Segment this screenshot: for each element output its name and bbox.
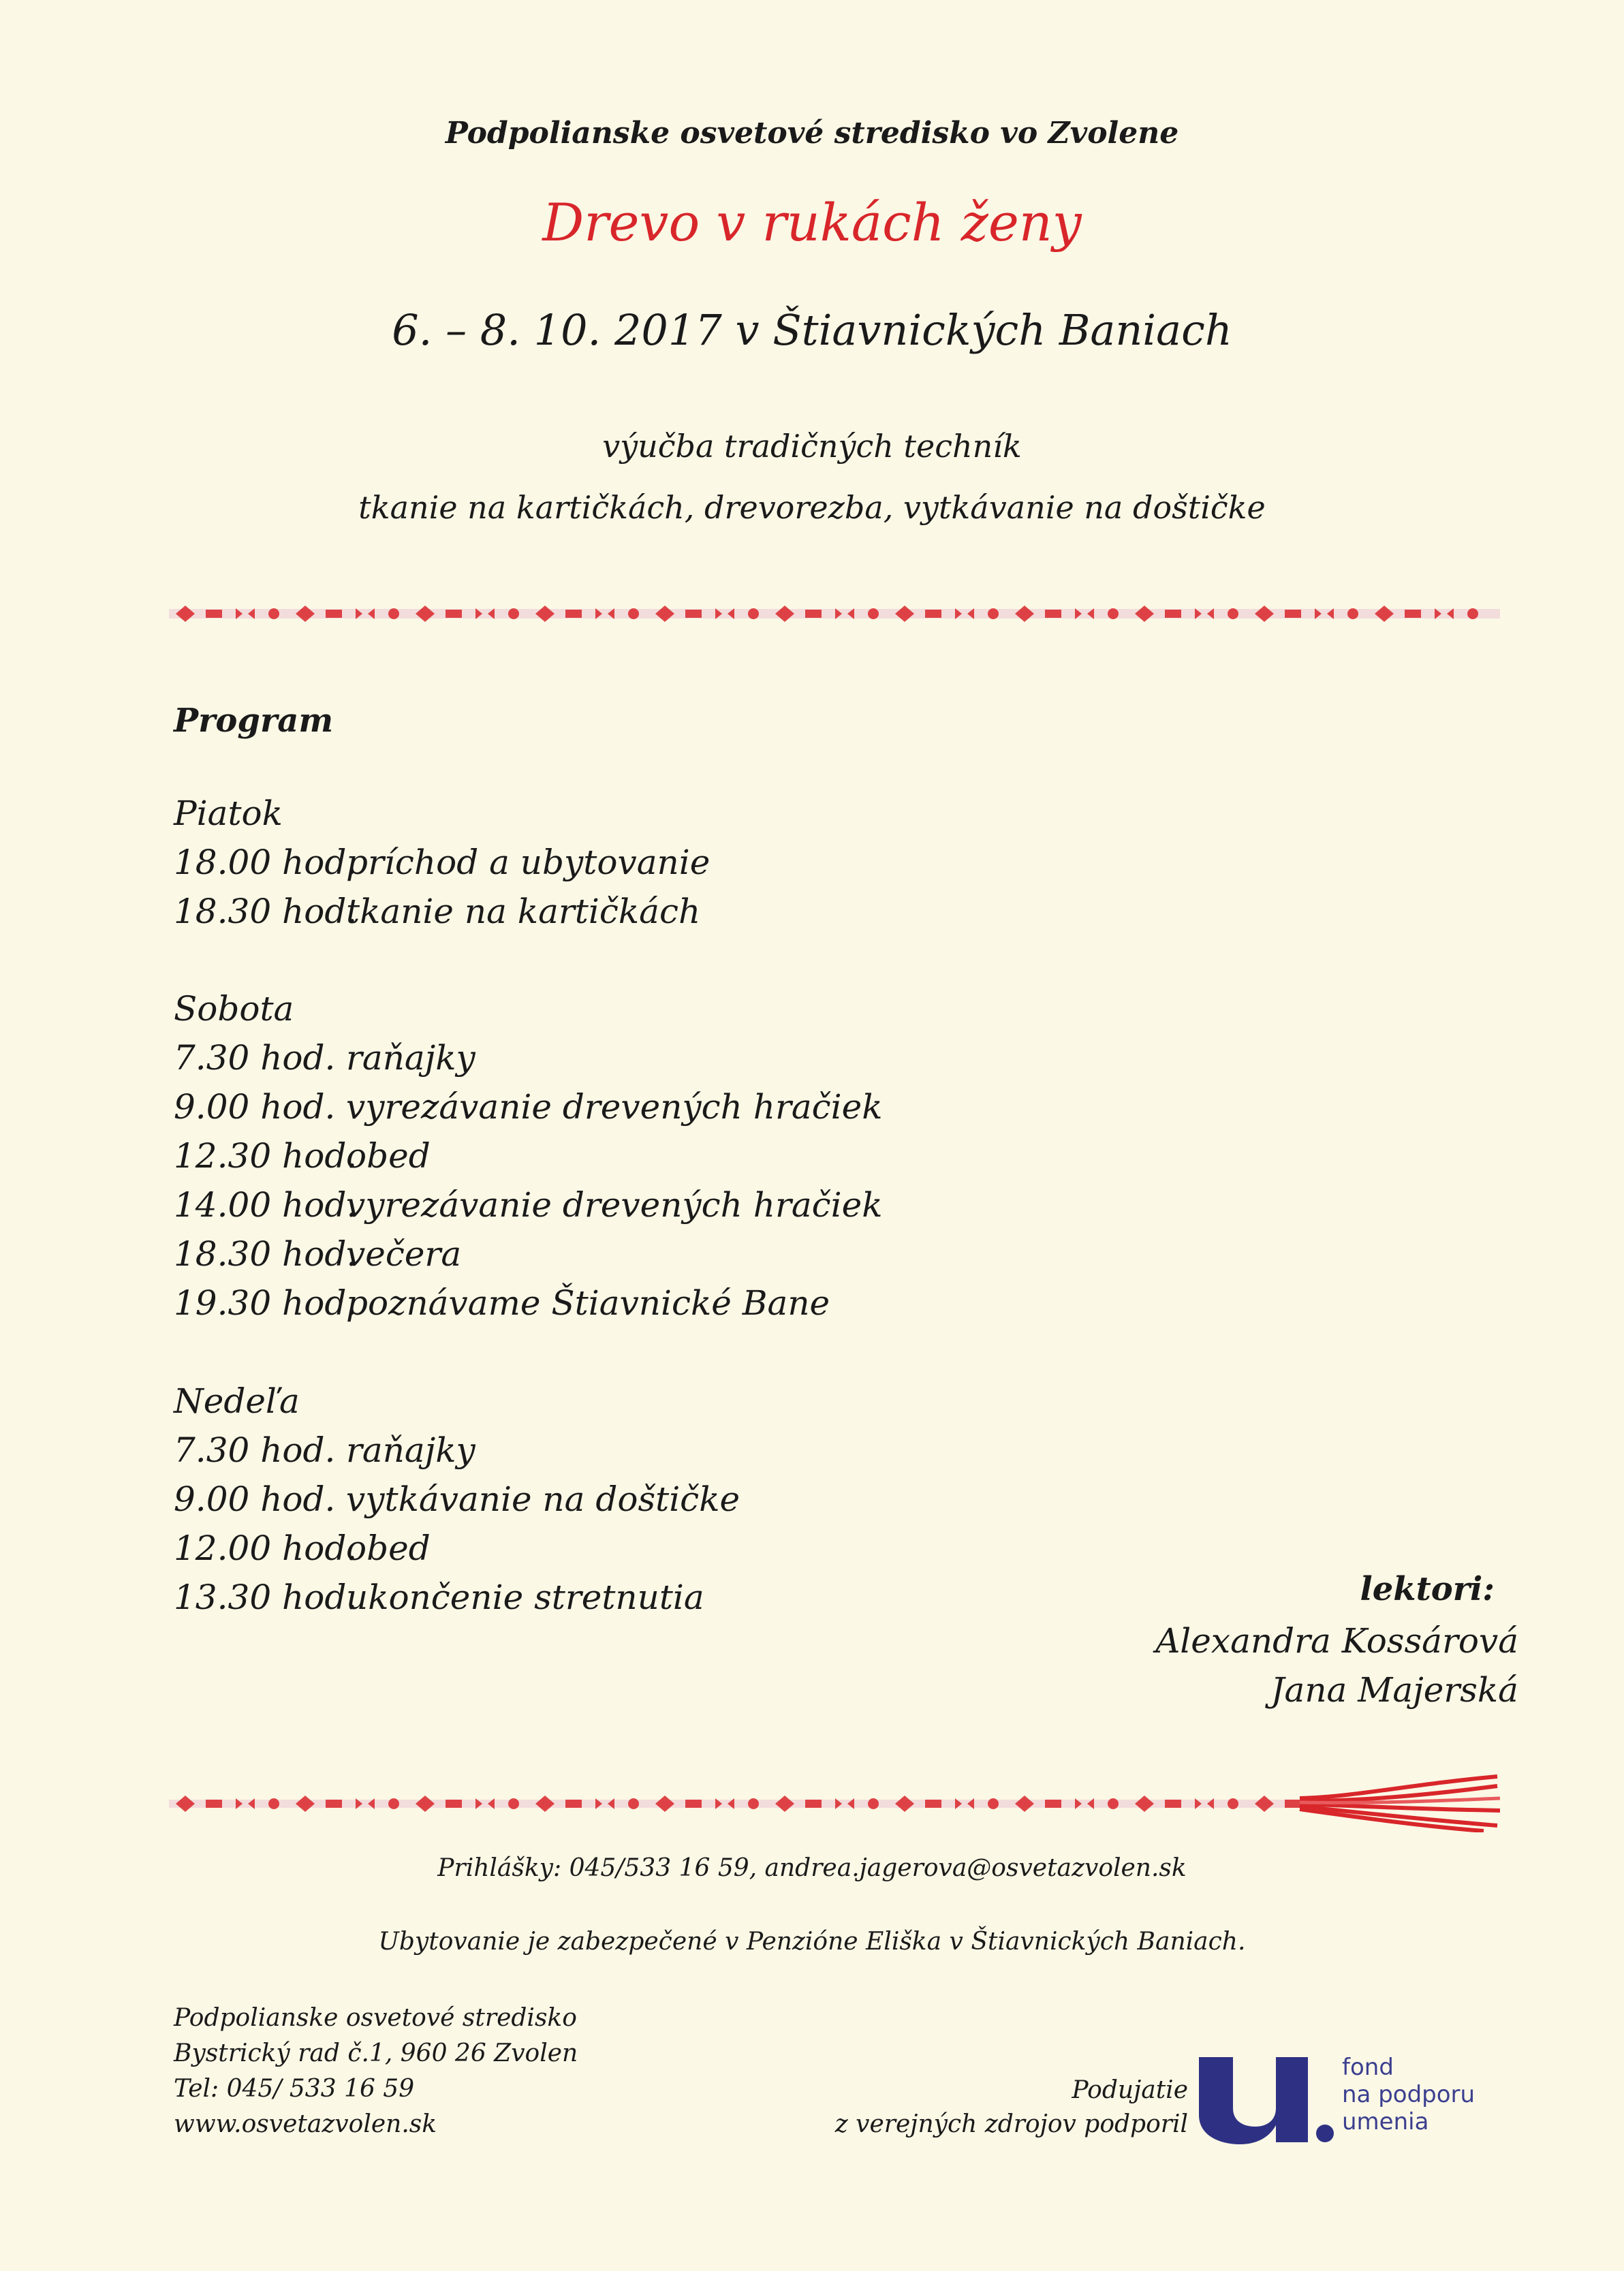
woven-motif [1165, 610, 1181, 618]
woven-motif [268, 608, 279, 619]
schedule-time: 7.30 hod. [174, 1430, 336, 1470]
schedule-time: 18.00 hod. [174, 843, 358, 882]
woven-motif [775, 1796, 794, 1812]
woven-motif [535, 1796, 555, 1812]
woven-motif [895, 1796, 914, 1812]
schedule-row [174, 1234, 461, 1274]
day-name-sunday: Nedeľa [174, 1381, 300, 1421]
lecturers-label: lektori: [1360, 1570, 1495, 1608]
schedule-row [174, 1038, 475, 1078]
woven-motif [685, 610, 702, 618]
schedule-row [174, 1529, 431, 1568]
organization-heading: Podpolianske osvetové stredisko vo Zvolene [445, 116, 1179, 151]
schedule-activity: obed [346, 1136, 431, 1176]
lecturer-name: Alexandra Kossárová [1155, 1621, 1518, 1661]
woven-motif [508, 1798, 519, 1809]
woven-motif [1108, 608, 1119, 619]
schedule-row [174, 1283, 830, 1323]
woven-motif [748, 1798, 759, 1809]
logo-text-line: na podporu [1342, 2081, 1475, 2108]
woven-motif [1285, 1800, 1301, 1808]
schedule-row [174, 1185, 883, 1225]
woven-motif [988, 608, 999, 619]
schedule-row [174, 892, 700, 931]
woven-motif [1015, 1796, 1034, 1812]
event-title: Drevo v rukách ženy [542, 192, 1082, 253]
schedule-row [174, 1479, 740, 1519]
accommodation-note: Ubytovanie je zabezpečené v Penzióne Eliška v Štiavnických Baniach. [378, 1928, 1246, 1956]
woven-motif [1135, 1796, 1154, 1812]
schedule-activity: vyrezávanie drevených hračiek [346, 1087, 883, 1127]
schedule-time: 9.00 hod. [174, 1479, 336, 1519]
signup-contact: Prihlášky: 045/533 16 59, andrea.jagerova@osvetazvolen.sk [437, 1854, 1187, 1882]
woven-motif [748, 608, 759, 619]
event-dates: 6. – 8. 10. 2017 v Štiavnických Baniach [392, 305, 1232, 355]
schedule-activity: vyrezávanie drevených hračiek [346, 1185, 883, 1225]
woven-motif [326, 1800, 342, 1808]
woven-motif [868, 1798, 879, 1809]
woven-motif [1467, 608, 1478, 619]
woven-motif [206, 1800, 222, 1808]
schedule-activity: príchod a ubytovanie [346, 843, 710, 882]
woven-motif [388, 608, 399, 619]
address-line: Tel: 045/ 533 16 59 [174, 2075, 415, 2103]
woven-motif [628, 608, 639, 619]
tassel-icon [1300, 1776, 1500, 1831]
woven-motif [565, 610, 582, 618]
schedule-row [174, 1578, 704, 1617]
event-subtitle-2: tkanie na kartičkách, drevorezba, vytkávanie na doštičke [358, 489, 1266, 526]
support-note-2: z verejných zdrojov podporil [834, 2110, 1188, 2138]
schedule-activity: raňajky [346, 1430, 475, 1470]
woven-motif [1045, 1800, 1061, 1808]
woven-motif [685, 1800, 702, 1808]
schedule-row [174, 1430, 475, 1470]
woven-motif [1347, 608, 1358, 619]
fpu-logo-icon [1189, 2050, 1339, 2146]
woven-motif [535, 606, 555, 622]
schedule-time: 14.00 hod. [174, 1185, 358, 1225]
program-heading: Program [174, 702, 334, 740]
woven-motif [176, 606, 195, 622]
day-name-friday: Piatok [174, 794, 283, 833]
event-subtitle-1: výučba tradičných techník [602, 428, 1022, 465]
woven-motif [446, 610, 462, 618]
woven-motif [1255, 1796, 1274, 1812]
woven-motif [206, 610, 222, 618]
logo-text-line: umenia [1342, 2108, 1429, 2135]
woven-motif [1108, 1798, 1119, 1809]
woven-motif [628, 1798, 639, 1809]
logo-text-line: fond [1342, 2054, 1394, 2081]
woven-motif [1045, 610, 1061, 618]
schedule-activity: tkanie na kartičkách [346, 892, 701, 931]
woven-motif [1165, 1800, 1181, 1808]
schedule-time: 18.30 hod. [174, 1234, 358, 1274]
woven-motif [565, 1800, 582, 1808]
schedule-time: 18.30 hod. [174, 892, 358, 931]
woven-motif [1255, 606, 1274, 622]
schedule-row [174, 843, 710, 882]
woven-motif [868, 608, 879, 619]
woven-motif [388, 1798, 399, 1809]
woven-motif [895, 606, 914, 622]
schedule-time: 7.30 hod. [174, 1038, 336, 1078]
woven-motif [775, 606, 794, 622]
woven-band-bottom [169, 1771, 1500, 1832]
support-note-1: Podujatie [1072, 2076, 1188, 2104]
woven-motif [1015, 606, 1034, 622]
woven-motif [508, 608, 519, 619]
woven-motif [1135, 606, 1154, 622]
woven-motif [655, 1796, 674, 1812]
woven-motif [296, 1796, 315, 1812]
woven-motif [446, 1800, 462, 1808]
schedule-time: 13.30 hod. [174, 1578, 358, 1617]
woven-motif [176, 1796, 195, 1812]
schedule-row [174, 1136, 431, 1176]
schedule-activity: obed [346, 1529, 431, 1568]
fpu-logo-text [1342, 2054, 1475, 2135]
schedule-activity: ukončenie stretnutia [346, 1578, 704, 1617]
address-link[interactable]: www.osvetazvolen.sk [174, 2110, 437, 2138]
woven-motif [416, 606, 435, 622]
woven-motif [416, 1796, 435, 1812]
schedule-time: 19.30 hod. [174, 1283, 358, 1323]
woven-motif [1405, 610, 1421, 618]
woven-motif [655, 606, 674, 622]
woven-motif [296, 606, 315, 622]
schedule-time: 9.00 hod. [174, 1087, 336, 1127]
woven-motif [1228, 1798, 1238, 1809]
woven-motif [925, 1800, 941, 1808]
schedule-row [174, 1087, 883, 1127]
schedule-activity: vytkávanie na doštičke [346, 1479, 740, 1519]
schedule-time: 12.30 hod. [174, 1136, 358, 1176]
schedule-time: 12.00 hod. [174, 1529, 358, 1568]
woven-motif [326, 610, 342, 618]
address-line: Bystrický rad č.1, 960 26 Zvolen [174, 2039, 578, 2067]
woven-band-top [169, 597, 1500, 631]
day-name-saturday: Sobota [174, 989, 294, 1029]
woven-motif [988, 1798, 999, 1809]
schedule-activity: raňajky [346, 1038, 475, 1078]
schedule-activity: večera [346, 1234, 462, 1274]
lecturer-name: Jana Majerská [1270, 1670, 1518, 1710]
schedule-activity: poznávame Štiavnické Bane [346, 1283, 830, 1323]
woven-motif [1285, 610, 1301, 618]
woven-motif [1375, 606, 1394, 622]
woven-motif [268, 1798, 279, 1809]
address-line: Podpolianske osvetové stredisko [174, 2004, 577, 2032]
woven-motif [1228, 608, 1238, 619]
woven-motif [805, 1800, 822, 1808]
woven-motif [805, 610, 822, 618]
woven-motif [925, 610, 941, 618]
